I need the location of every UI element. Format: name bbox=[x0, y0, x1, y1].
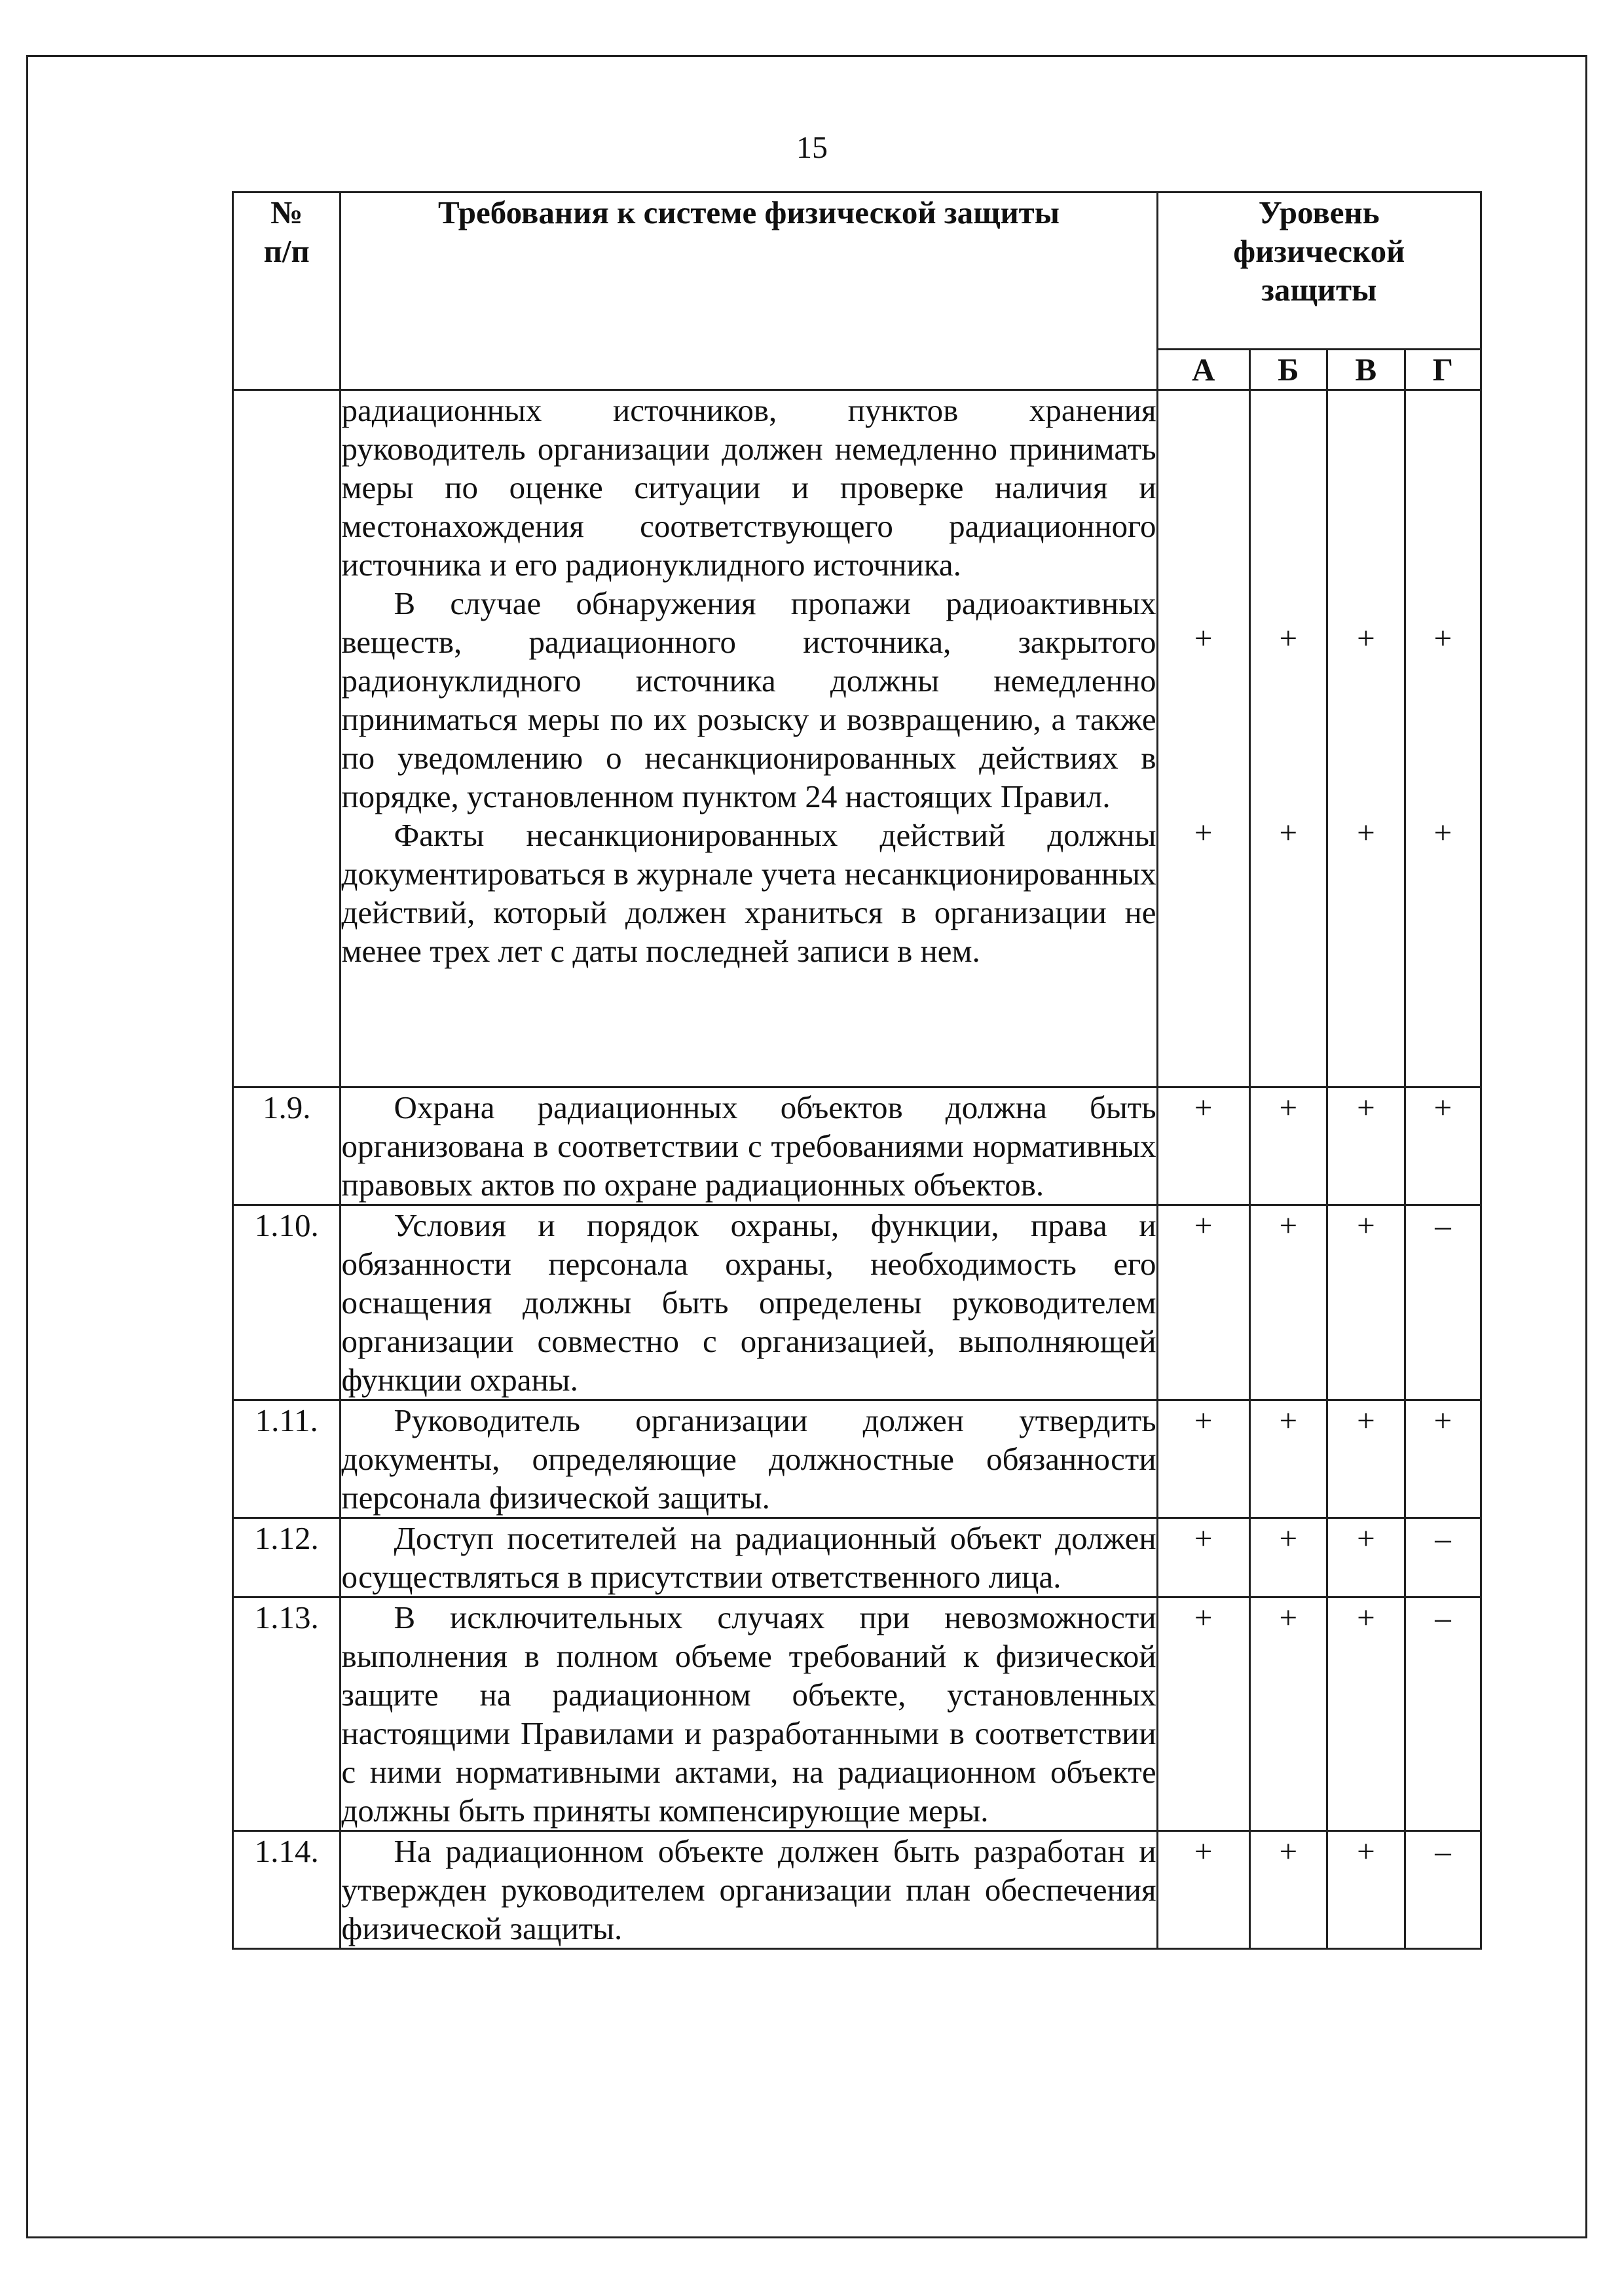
table-row bbox=[233, 390, 1481, 1087]
level-a-cell: + bbox=[1157, 1205, 1249, 1400]
level-g-cell: + bbox=[1405, 1400, 1481, 1518]
level-g-cell: – bbox=[1405, 1831, 1481, 1949]
requirement-text: Доступ посетителей на радиационный объект должен осуществляться в присутствии ответственного лица. bbox=[341, 1520, 1156, 1595]
level-a-cell: + bbox=[1157, 1087, 1249, 1205]
level-b-cell bbox=[1249, 390, 1327, 1087]
requirement-paragraph: Факты несанкционированных действий должны документироваться в журнале учета несанкционированных действий, который должен храниться в организации не менее трех лет с даты последней записи в нем. bbox=[341, 817, 1156, 969]
level-g-cell: – bbox=[1405, 1597, 1481, 1831]
level-b-cell: + bbox=[1249, 1597, 1327, 1831]
header-level-a: А bbox=[1157, 350, 1249, 390]
row-requirement bbox=[341, 1831, 1157, 1949]
header-level-b: Б bbox=[1249, 350, 1327, 390]
header-num: № п/п bbox=[233, 192, 341, 390]
level-g-cell: – bbox=[1405, 1518, 1481, 1597]
table-row bbox=[233, 1831, 1481, 1949]
row-number: 1.12. bbox=[233, 1518, 341, 1597]
level-v-cell: + bbox=[1327, 1400, 1405, 1518]
header-level-g: Г bbox=[1405, 350, 1481, 390]
table-row bbox=[233, 1518, 1481, 1597]
level-a-cell: + bbox=[1157, 1518, 1249, 1597]
requirement-paragraph: В случае обнаружения пропажи радиоактивных веществ, радиационного источника, закрытого радионуклидного источника должны немедленно приниматься меры по их розыску и возвращению, а также по уведомлению о несанкционированных действиях в порядке, установленном пунктом 24 настоящих Правил. bbox=[341, 585, 1156, 814]
header-requirements: Требования к системе физической защиты bbox=[341, 192, 1157, 390]
requirement-text: Охрана радиационных объектов должна быть организована в соответствии с требованиями нормативных правовых актов по охране радиационных объектов. bbox=[341, 1089, 1156, 1203]
level-mark: + bbox=[1279, 814, 1298, 850]
row-number: 1.13. bbox=[233, 1597, 341, 1831]
table-row bbox=[233, 1400, 1481, 1518]
level-mark: + bbox=[1433, 814, 1452, 850]
page-number: 15 bbox=[796, 130, 828, 165]
level-mark: + bbox=[1194, 620, 1213, 656]
table-row bbox=[233, 1087, 1481, 1205]
level-mark: + bbox=[1357, 814, 1375, 850]
level-b-cell: + bbox=[1249, 1205, 1327, 1400]
row-number: 1.9. bbox=[233, 1087, 341, 1205]
row-requirement bbox=[341, 1205, 1157, 1400]
level-g-cell: + bbox=[1405, 1087, 1481, 1205]
level-mark: + bbox=[1194, 814, 1213, 850]
level-v-cell: + bbox=[1327, 1518, 1405, 1597]
row-requirement bbox=[341, 1597, 1157, 1831]
row-requirement bbox=[341, 1400, 1157, 1518]
header-level: Уровень физической защиты bbox=[1157, 192, 1481, 350]
level-b-cell: + bbox=[1249, 1831, 1327, 1949]
level-a-cell: + bbox=[1157, 1400, 1249, 1518]
level-mark: + bbox=[1279, 620, 1298, 656]
level-b-cell: + bbox=[1249, 1400, 1327, 1518]
level-a-cell: + bbox=[1157, 1831, 1249, 1949]
row-number: 1.14. bbox=[233, 1831, 341, 1949]
requirement-text: Условия и порядок охраны, функции, права и обязанности персонала охраны, необходимость его оснащения должны быть определены руководителем организации совместно с организацией, выполняющей функции охраны. bbox=[341, 1207, 1156, 1398]
row-requirement bbox=[341, 1087, 1157, 1205]
row-requirement bbox=[341, 1518, 1157, 1597]
level-v-cell: + bbox=[1327, 1831, 1405, 1949]
level-v-cell: + bbox=[1327, 1597, 1405, 1831]
level-mark: + bbox=[1433, 620, 1452, 656]
table-row bbox=[233, 1205, 1481, 1400]
level-v-cell: + bbox=[1327, 1087, 1405, 1205]
level-v-cell bbox=[1327, 390, 1405, 1087]
requirement-paragraph: радиационных источников, пунктов хранения руководитель организации должен немедленно принимать меры по оценке ситуации и проверке наличия и местонахождения соответствующего радиационного источника и его радионуклидного источника. bbox=[341, 392, 1156, 583]
level-a-cell bbox=[1157, 390, 1249, 1087]
requirement-text: В исключительных случаях при невозможности выполнения в полном объеме требований к физической защите на радиационном объекте, установленных настоящими Правилами и разработанными в соответствии с ними нормативными актами, на радиационном объекте должны быть приняты компенсирующие меры. bbox=[341, 1599, 1156, 1829]
level-g-cell bbox=[1405, 390, 1481, 1087]
table-row bbox=[233, 1597, 1481, 1831]
row-requirement bbox=[341, 390, 1157, 1087]
row-number bbox=[233, 390, 341, 1087]
level-g-cell: – bbox=[1405, 1205, 1481, 1400]
row-number: 1.10. bbox=[233, 1205, 341, 1400]
requirements-table bbox=[232, 191, 1482, 1950]
row-number: 1.11. bbox=[233, 1400, 341, 1518]
requirement-text: Руководитель организации должен утвердить документы, определяющие должностные обязанности персонала физической защиты. bbox=[341, 1402, 1156, 1516]
header-level-v: В bbox=[1327, 350, 1405, 390]
level-b-cell: + bbox=[1249, 1518, 1327, 1597]
level-v-cell: + bbox=[1327, 1205, 1405, 1400]
requirement-text: На радиационном объекте должен быть разработан и утвержден руководителем организации план обеспечения физической защиты. bbox=[341, 1833, 1156, 1946]
level-a-cell: + bbox=[1157, 1597, 1249, 1831]
level-b-cell: + bbox=[1249, 1087, 1327, 1205]
level-mark: + bbox=[1357, 620, 1375, 656]
